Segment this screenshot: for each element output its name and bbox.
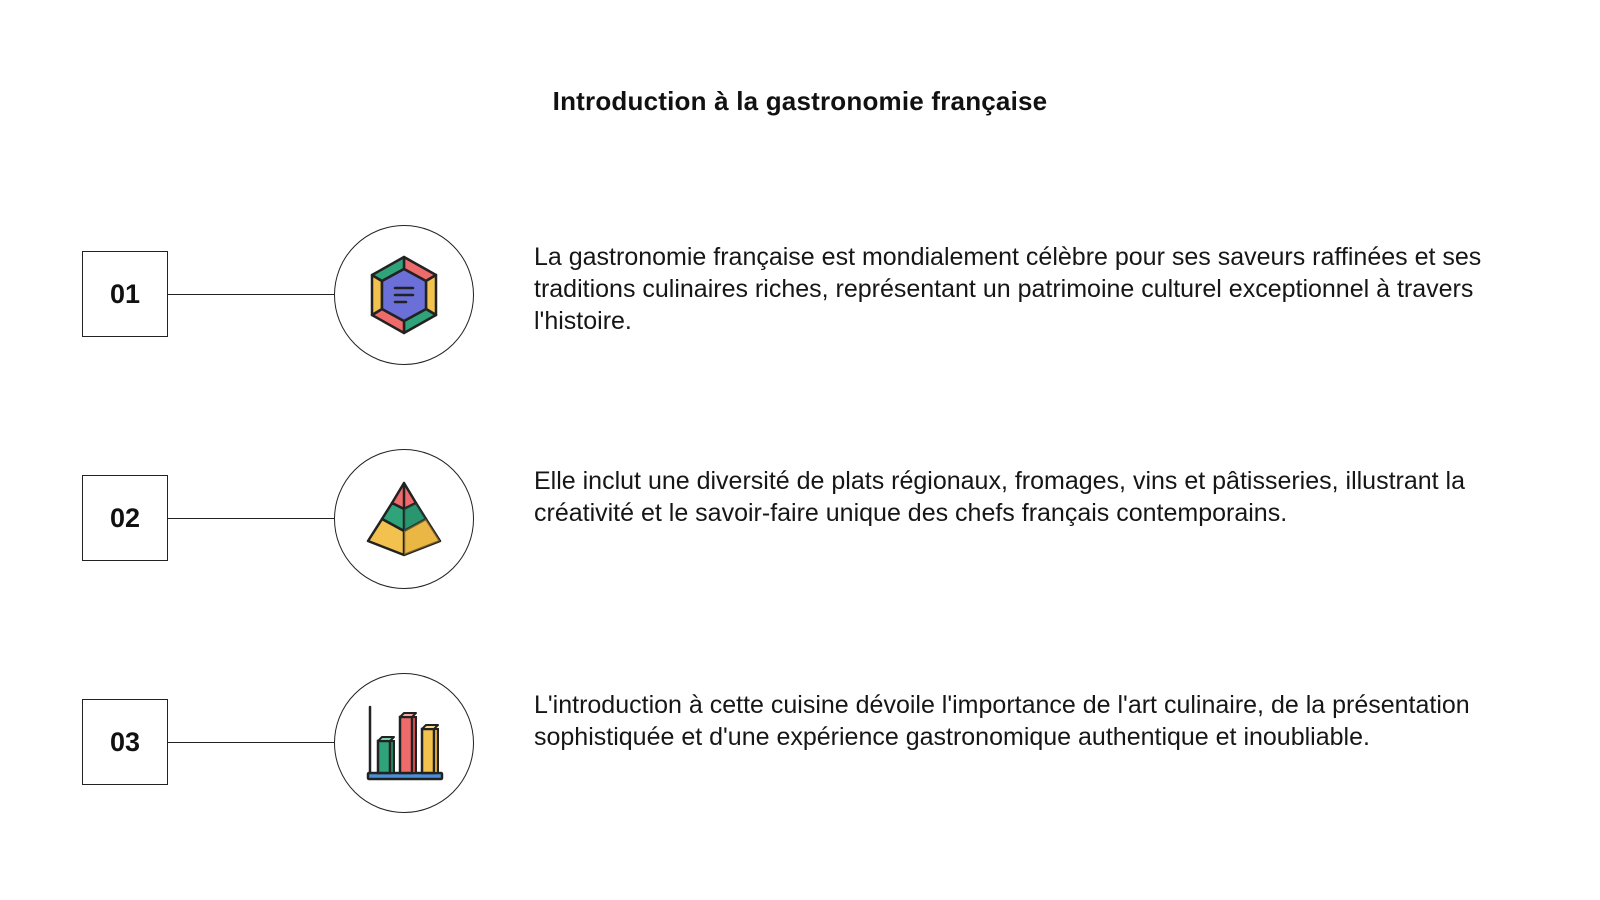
icon-circle: [334, 225, 474, 365]
icon-circle: [334, 449, 474, 589]
pyramid-icon: [364, 479, 444, 559]
step-row-3: [0, 673, 1600, 813]
step-number-box: 02: [82, 475, 168, 561]
step-description: La gastronomie française est mondialement célèbre pour ses saveurs raffinées et ses traditions culinaires riches, représentant un patrimoine culturel exceptionnel à travers l'histoire.: [534, 243, 1482, 335]
icon-circle: [334, 673, 474, 813]
hexagon-list-icon: [366, 253, 442, 337]
connector-line: [168, 294, 334, 295]
step-description: Elle inclut une diversité de plats régionaux, fromages, vins et pâtisseries, illustrant la créativité et le savoir-faire unique des chefs français contemporains.: [534, 467, 1466, 527]
step-number-box: 03: [82, 699, 168, 785]
step-description: L'introduction à cette cuisine dévoile l'importance de l'art culinaire, de la présentation sophistiquée et d'une expérience gastronomique authentique et inoubliable.: [534, 691, 1470, 751]
connector-line: [168, 742, 334, 743]
step-row-2: [0, 449, 1600, 589]
step-number-box: 01: [82, 251, 168, 337]
page-title: Introduction à la gastronomie française: [552, 86, 1048, 116]
connector-line: [168, 518, 334, 519]
step-row-1: [0, 225, 1600, 365]
bar-chart-icon: [364, 703, 444, 783]
